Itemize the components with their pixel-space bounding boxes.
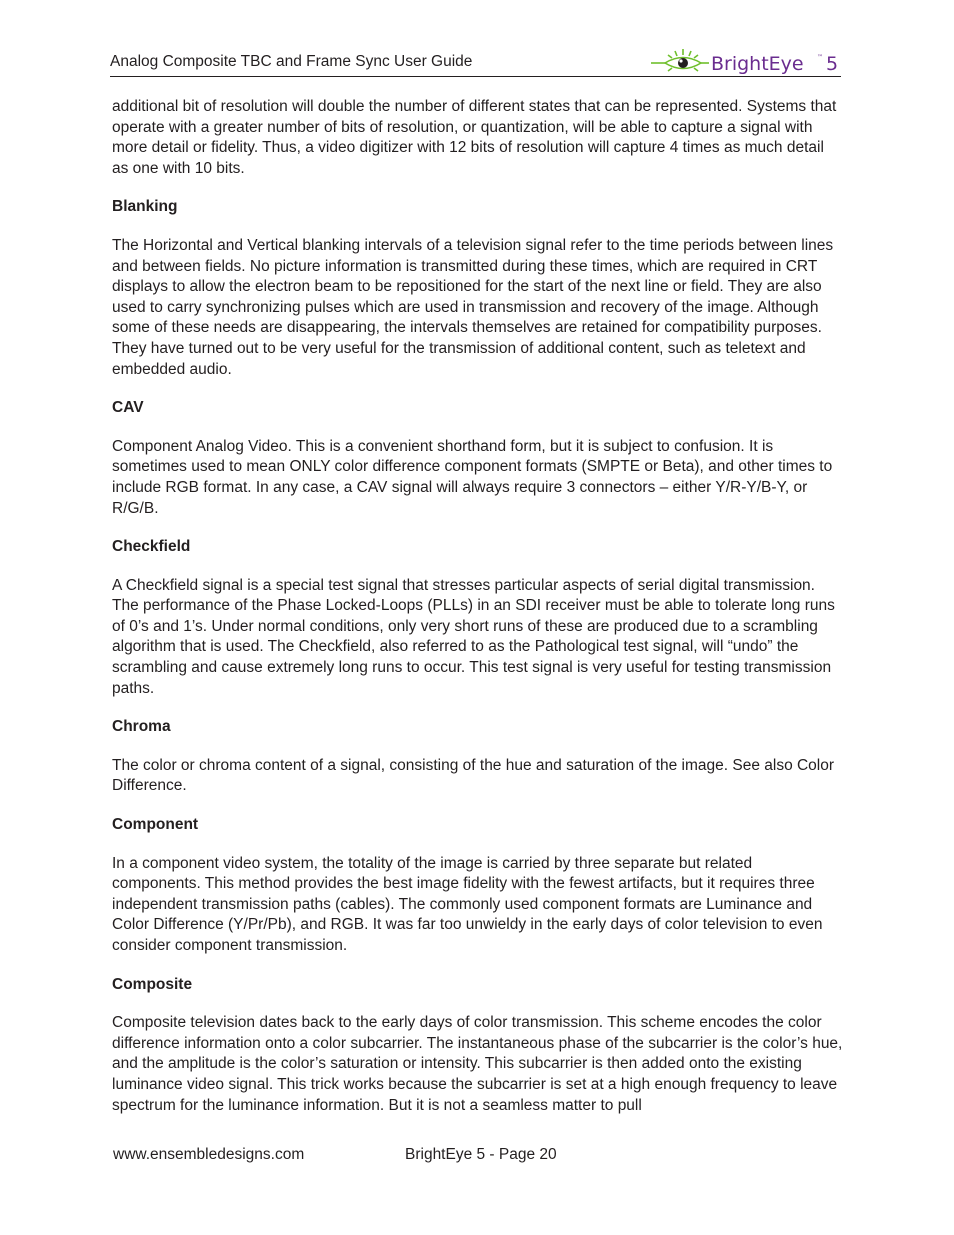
footer-page-number: BrightEye 5 - Page 20 (405, 1146, 557, 1163)
definition-blanking: The Horizontal and Vertical blanking intervals of a television signal refer to the time periods between lines and between fields. No picture information is transmitted during these times, which are required in CRT displays to allow the electron beam to be repositioned for the start of the next line or field. They are also used to carry synchronizing pulses which are used in transmission and recovery of the image. Although some of these needs are disappearing, the intervals themselves are retained for compatibility purposes. They have turned out to be very useful for the transmission of additional content, such as teletext and embedded audio. (112, 236, 834, 378)
page-header (110, 46, 841, 77)
definition-checkfield: A Checkfield signal is a special test signal that stresses particular aspects of serial digital transmission. The performance of the Phase Locked-Loops (PLLs) in an SDI receiver must be able to tolerate long runs of 0’s and 1’s. Under normal conditions, only very short runs of these are produced due to a scrambling algorithm that is used. The Checkfield, also referred to as the Pathological test signal, will “undo” the scrambling and cause extremely long runs to occur. This test signal is very useful for testing transmission paths. (112, 576, 835, 697)
definition-chroma: The color or chroma content of a signal, consisting of the hue and saturation of the image. See also Color Difference. (112, 756, 835, 795)
brighteye-logo (645, 46, 841, 76)
document-title: Analog Composite TBC and Frame Sync User Guide (110, 53, 473, 70)
glossary-content (112, 97, 844, 1134)
logo-number: 5 (826, 53, 839, 75)
term-heading-composite: Composite (112, 975, 193, 993)
term-heading-cav: CAV (112, 399, 144, 417)
logo-trademark: ™ (817, 54, 823, 61)
term-heading-chroma: Chroma (112, 718, 171, 736)
logo-wordmark: BrightEye (711, 53, 804, 75)
term-heading-checkfield: Checkfield (112, 538, 191, 556)
term-heading-blanking: Blanking (112, 198, 178, 216)
definition-composite: Composite television dates back to the early days of color transmission. This scheme encodes the color difference information onto a color subcarrier. The instantaneous phase of the subcarrier is the color’s hue, and the amplitude is the color’s saturation or intensity. This subcarrier is then added onto the existing luminance video signal. This trick works because the subcarrier is set at a high enough frequency to leave spectrum for the luminance information. But it is not a seamless matter to pull (112, 1014, 843, 1114)
intro-paragraph: additional bit of resolution will double the number of different states that can be represented. Systems that operate with a greater number of bits of resolution, or quantization, will be able to capture a signal with more detail or fidelity. Thus, a video digitizer with 12 bits of resolution will capture 4 times as much detail as one with 10 bits. (112, 98, 837, 177)
definition-cav: Component Analog Video. This is a convenient shorthand form, but it is subject to confusion. It is sometimes used to mean ONLY color difference component formats (SMPTE or Beta), and other times to include RGB format. In any case, a CAV signal will always require 3 connectors – either Y/R-Y/B-Y, or R/G/B. (112, 437, 833, 517)
definition-component: In a component video system, the totality of the image is carried by three separate but related components. This method provides the best image fidelity with the fewest artifacts, but it requires three independent transmission paths (cables). The commonly used component formats are Luminance and Color Difference (Y/Pr/Pb), and RGB. It was far too unwieldy in the early days of color television to even consider component transmission. (112, 854, 823, 954)
term-heading-component: Component (112, 816, 199, 834)
footer-website-link[interactable]: www.ensembledesigns.com (113, 1146, 305, 1163)
